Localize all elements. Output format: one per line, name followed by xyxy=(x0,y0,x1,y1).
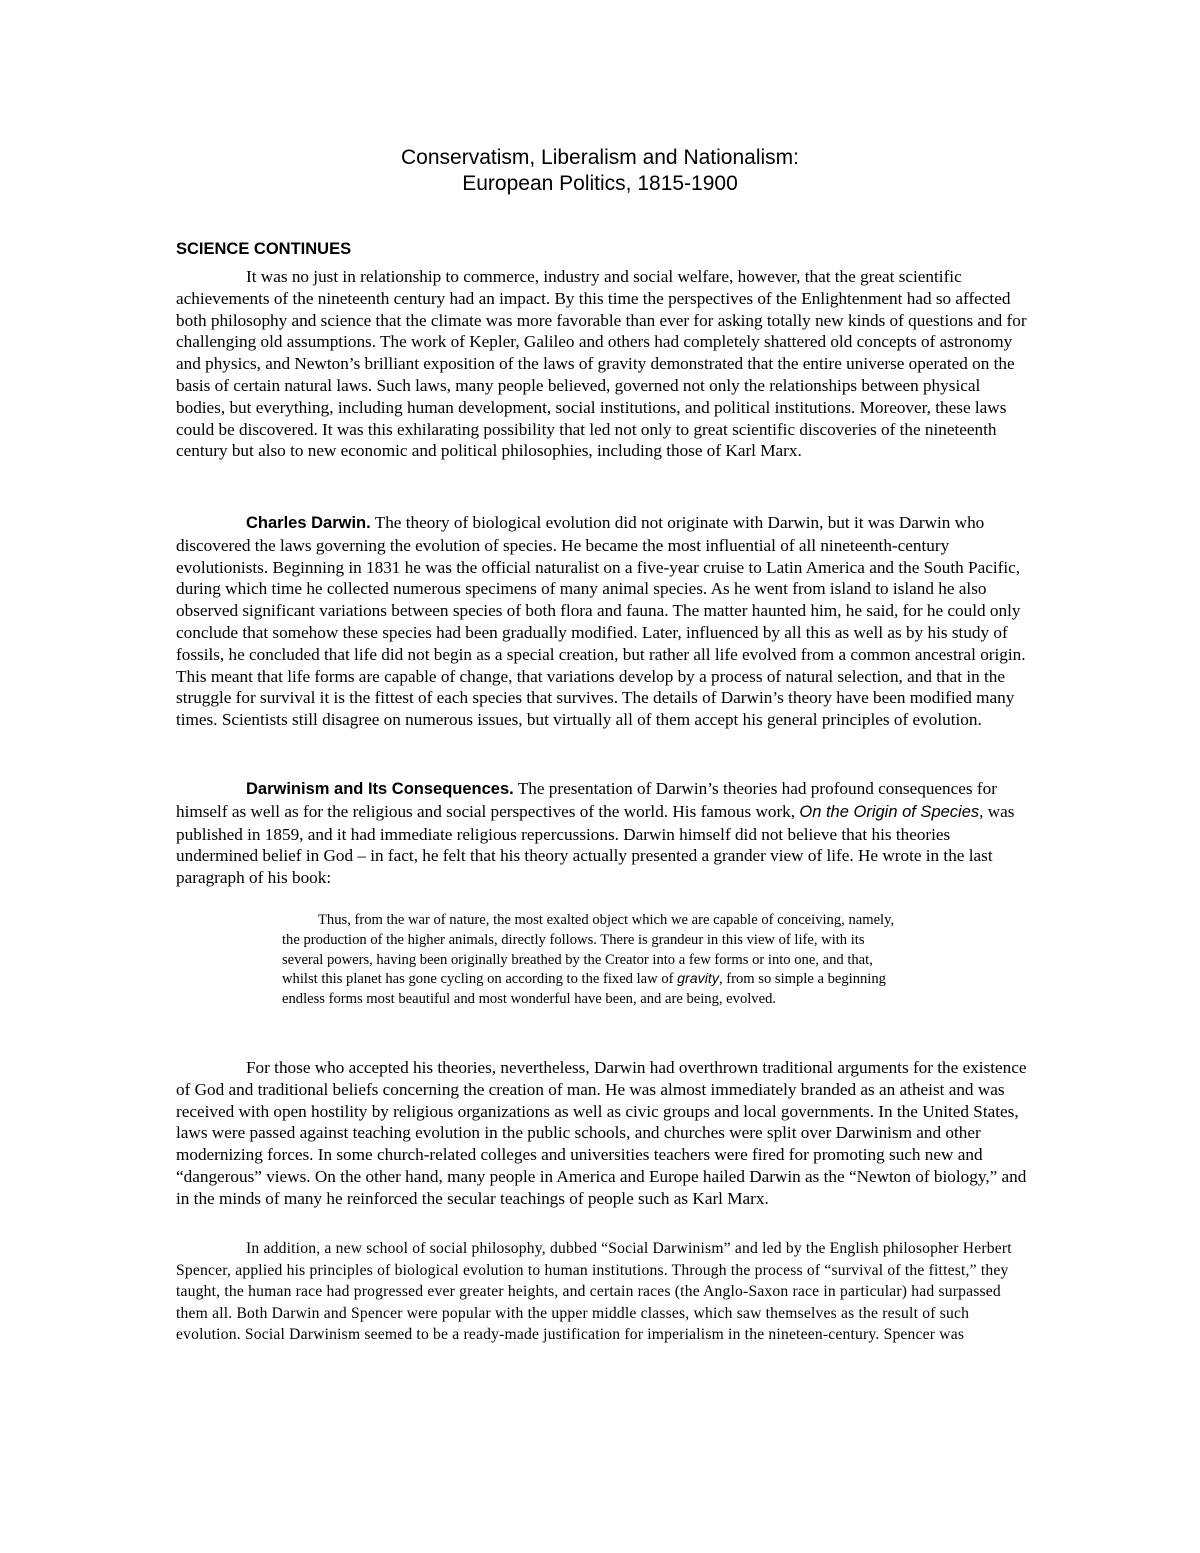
document-title-line-1: Conservatism, Liberalism and Nationalism: xyxy=(401,146,799,169)
paragraph-text: The theory of biological evolution did not originate with Darwin, but it was Darwin who discovered the laws governing the evolution of species. He became the most influential of all nineteenth-century evolutionists. Beginning in 1831 he was the official naturalist on a five-year cruise to Latin America and the South Pacific, during which time he collected numerous specimens of many animal species. As he went from island to island he also observed significant variations between species of both flora and fauna. The matter haunted him, he said, for he could only conclude that somehow these species had been gradually modified. Later, influenced by all this as well as by his study of fossils, he concluded that life did not begin as a special creation, but rather all life evolved from a common ancestral origin. This meant that life forms are capable of change, that variations develop by a process of natural selection, and that in the struggle for survival it is the fittest of each species that survives. The details of Darwin’s theory have been modified many times. Scientists still disagree on numerous issues, but virtually all of them accept his general principles of evolution. xyxy=(176,513,1026,730)
paragraph-darwinism-consequences xyxy=(176,778,1031,889)
paragraph-text: , was published in 1859, and it had immediate religious repercussions. Darwin himself did not believe that his theories undermined belief in God – in fact, he felt that his theory actually presented a grander view of life. He wrote in the last paragraph of his book: xyxy=(176,801,1015,888)
quote-text: Thus, from the war of nature, the most exalted object which we are capable of conceiving, namely, the production of the higher animals, directly follows. There is grandeur in this view of life, with its several powers, having been originally breathed by the Creator into a few forms or into one, and that, whilst this planet has gone cycling on according to the fixed law of xyxy=(282,912,895,988)
paragraph-lead-heading: Charles Darwin. xyxy=(246,514,371,532)
paragraph-charles-darwin xyxy=(176,512,1031,731)
paragraph-text: In addition, a new school of social philosophy, dubbed “Social Darwinism” and led by the English philosopher Herbert Spencer, applied his principles of biological evolution to human institutions. Through the process of “survival of the fittest,” they taught, the human race had progressed ever greater heights, and certain races (the Anglo-Saxon race in particular) had surpassed them all. Both Darwin and Spencer were popular with the upper middle classes, which saw themselves as the result of such evolution. Social Darwinism seemed to be a ready-made justification for imperialism in the nineteen-century. Spencer was xyxy=(176,1240,1012,1344)
quote-italic-word: gravity xyxy=(677,971,719,988)
paragraph-science-continues xyxy=(176,266,1031,462)
paragraph-text: It was no just in relationship to commerce, industry and social welfare, however, that the great scientific achievements of the nineteenth century had an impact. By this time the perspectives of the Enlightenment had so affected both philosophy and science that the climate was more favorable than ever for asking totally new kinds of questions and for challenging old assumptions. The work of Kepler, Galileo and others had completely shattered old concepts of astronomy and physics, and Newton’s brilliant exposition of the laws of gravity demonstrated that the entire universe operated on the basis of certain natural laws. Such laws, many people believed, governed not only the relationships between physical bodies, but everything, including human development, social institutions, and political institutions. Moreover, these laws could be discovered. It was this exhilarating possibility that led not only to great scientific discoveries of the nineteenth century but also to new economic and political philosophies, including those of Karl Marx. xyxy=(176,267,1027,461)
paragraph-reception xyxy=(176,1057,1031,1210)
document-title-line-2: European Politics, 1815-1900 xyxy=(462,172,738,195)
block-quote xyxy=(282,911,902,1010)
paragraph-lead-heading: Darwinism and Its Consequences. xyxy=(246,780,514,798)
paragraph-social-darwinism xyxy=(176,1238,1031,1346)
paragraph-text: For those who accepted his theories, nevertheless, Darwin had overthrown traditional arguments for the existence of God and traditional beliefs concerning the creation of man. He was almost immediately branded as an atheist and was received with open hostility by religious organizations as well as civic groups and local governments. In the United States, laws were passed against teaching evolution in the public schools, and churches were split over Darwinism and other modernizing forces. In some church-related colleges and universities teachers were fired for promoting such new and “dangerous” views. On the other hand, many people in America and Europe hailed Darwin as the “Newton of biology,” and in the minds of many he reinforced the secular teachings of people such as Karl Marx. xyxy=(176,1058,1027,1208)
paragraph-text: The presentation of Darwin’s theories had profound consequences for himself as well as for the religious and social perspectives of the world. His famous work, xyxy=(176,779,997,821)
book-title: On the Origin of Species xyxy=(799,802,980,821)
quote-text: , from so simple a beginning endless forms most beautiful and most wonderful have been, and are being, evolved. xyxy=(282,971,886,1008)
section-heading: SCIENCE CONTINUES xyxy=(176,240,352,258)
